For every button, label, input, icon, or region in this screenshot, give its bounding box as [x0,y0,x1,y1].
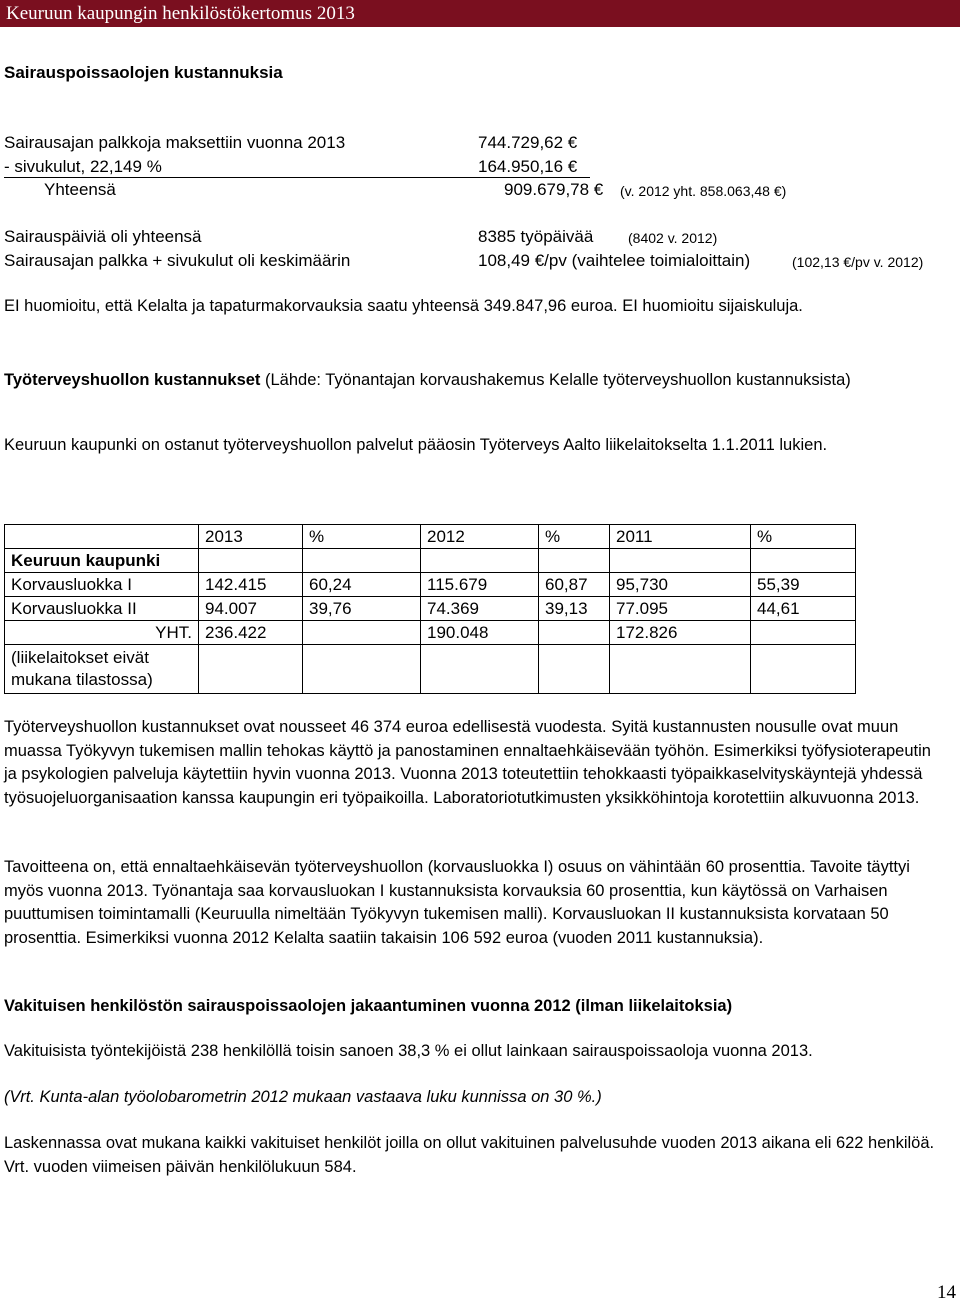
table-cell: 39,13 [539,597,610,621]
table-cell: 60,87 [539,573,610,597]
table-cell: YHT. [5,621,199,645]
table-cell: 236.422 [199,621,303,645]
para-compare: (Vrt. Kunta-alan työolobarometrin 2012 mukaan vastaava luku kunnissa on 30 %.) [4,1088,602,1106]
para-permanent: Vakituisista työntekijöistä 238 henkilöllä toisin sanoen 38,3 % ei ollut lainkaan sairauspoissaoloja vuonna 2013. [4,1042,813,1060]
kela-note: EI huomioitu, että Kelalta ja tapaturmakorvauksia saatu yhteensä 349.847,96 euroa. EI huomioitu sijaiskuluja. [4,297,803,315]
table-header-cell: % [539,525,610,549]
ohc-costs-table [4,524,856,694]
cost-row1-value: 744.729,62 € [478,133,578,152]
table-header-cell: 2013 [199,525,303,549]
table-cell: 39,76 [303,597,421,621]
table-group-label: Keuruun kaupunki [5,549,199,573]
para-cost-increase: Työterveyshuollon kustannukset ovat nousseet 46 374 euroa edellisestä vuodesta. Syitä kustannusten nousulle ovat muun muassa Työkyvyn tukemisen mallin tehokas käyttö ja panostaminen ennaltaehkäisevään työhön. Esimerkiksi työfysioterapeutin ja psykologien palveluja käytettiin hyvin vuonna 2013. Vuonna 2013 toteutettiin tehokkaasti työpaikkaselvityskäyntejä yhdessä työsuojeluorganisaation kanssa kaupungin eri työpaikoilla. Laboratoriotutkimusten yksikköhintoja korotettiin alkuvuonna 2013. [4,718,931,807]
ohc-purchase-text: Keuruun kaupunki on ostanut työterveyshuollon palvelut pääosin Työterveys Aalto liikelaitokselta 1.1.2011 lukien. [4,436,828,454]
table-cell: Korvausluokka I [5,573,199,597]
document-header: Keuruun kaupungin henkilöstökertomus 2013 [0,0,960,27]
table-cell [751,621,856,645]
days-note: (8402 v. 2012) [628,230,718,246]
table-cell: 77.095 [610,597,751,621]
table-cell: 95,730 [610,573,751,597]
table-header-cell: % [751,525,856,549]
avg-label: Sairausajan palkka + sivukulut oli keskimäärin [4,251,351,270]
table-header-cell: % [303,525,421,549]
days-label: Sairauspäiviä oli yhteensä [4,227,202,246]
ohc-heading: Työterveyshuollon kustannukset [4,371,261,389]
table-footnote-row [5,645,856,694]
table-cell: Korvausluokka II [5,597,199,621]
cost-row1-label: Sairausajan palkkoja maksettiin vuonna 2013 [4,133,346,152]
ohc-heading-source: (Lähde: Työnantajan korvaushakemus Kelalle työterveyshuollon kustannuksista) [260,371,851,389]
avg-note: (102,13 €/pv v. 2012) [792,254,924,270]
ohc-heading-paragraph [4,369,948,393]
table-cell: 60,24 [303,573,421,597]
table-cell [303,621,421,645]
table-header-cell: 2011 [610,525,751,549]
table-cell: 55,39 [751,573,856,597]
para-goal: Tavoitteena on, että ennaltaehkäisevän työterveyshuollon (korvausluokka I) osuus on vähintään 60 prosenttia. Tavoite täyttyi myös vuonna 2013. Työnantaja saa korvausluokan I kustannuksista korvauksia 60 prosenttia, kun käytössä on Varhaisen puuttumisen toimintamalli (Keuruulla nimeltään Työkyvyn tukemisen malli). Korvausluokan II kustannuksista korvataan 50 prosenttia. Esimerkiksi vuonna 2012 Kelalta saatiin takaisin 106 592 euroa (vuoden 2011 kustannuksia). [4,858,910,947]
cost-row3-value: 909.679,78 € [504,180,604,199]
table-cell: 115.679 [421,573,539,597]
sum-underline [4,177,590,178]
table-cell: 44,61 [751,597,856,621]
table-group-row [5,549,856,573]
table-cell: 94.007 [199,597,303,621]
table-cell: 74.369 [421,597,539,621]
cost-row3-label: Yhteensä [44,180,116,199]
section-title-permanent-staff: Vakituisen henkilöstön sairauspoissaolojen jakaantuminen vuonna 2012 (ilman liikelaitoksia) [4,997,733,1015]
avg-value: 108,49 €/pv (vaihtelee toimialoittain) [478,251,751,270]
table-footnote: (liikelaitokset eivät mukana tilastossa) [5,645,199,694]
cost-row2-value: 164.950,16 € [478,157,578,176]
table-header-row [5,525,856,549]
table-cell [539,621,610,645]
table-row [5,621,856,645]
cost-row2-label: - sivukulut, 22,149 % [4,157,162,176]
table-cell: 172.826 [610,621,751,645]
table-cell: 190.048 [421,621,539,645]
table-cell: 142.415 [199,573,303,597]
para-count: Laskennassa ovat mukana kaikki vakituiset henkilöt joilla on ollut vakituinen palvelusuhde vuoden 2013 aikana eli 622 henkilöä. Vrt. vuoden viimeisen päivän henkilölukuun 584. [4,1134,935,1176]
cost-row3-note: (v. 2012 yht. 858.063,48 €) [620,183,787,199]
days-value: 8385 työpäivää [478,227,594,246]
table-header-cell: 2012 [421,525,539,549]
table-row [5,597,856,621]
table-row [5,573,856,597]
section-title-sick-leave-costs: Sairauspoissaolojen kustannuksia [4,63,283,82]
table-header-cell [5,525,199,549]
page-number: 14 [937,1282,956,1303]
